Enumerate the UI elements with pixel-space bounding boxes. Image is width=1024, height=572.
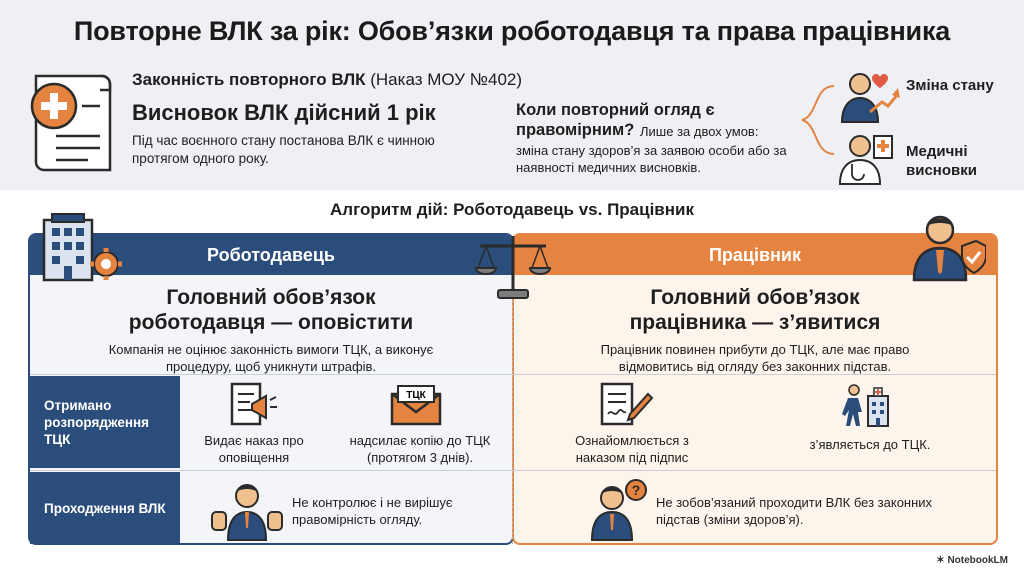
employee-header: Працівник <box>514 235 996 275</box>
when-detail: зміна стану здоров’я за заявою особи або за наявності медичних висновків. <box>516 143 787 175</box>
employee-question-icon <box>586 478 650 542</box>
sign-document-icon <box>598 382 654 428</box>
scales-icon <box>474 232 552 304</box>
condition-label-medical: Медичні висновки <box>906 143 977 179</box>
employer-duty-desc: Компанія не оцінює законність вимоги ТЦК, а виконує процедуру, щоб уникнути штрафів. <box>108 342 434 374</box>
verdict-description: Під час воєнного стану постанова ВЛК є чинною протягом одного року. <box>132 133 435 166</box>
employee-duty-title: Головний обов’язок працівника — з’явитися <box>629 286 881 334</box>
row-divider-mid <box>30 470 996 471</box>
office-building-icon <box>40 210 126 282</box>
when-condition: Лише за двох умов: <box>640 124 759 139</box>
health-change-icon <box>838 68 900 124</box>
employee-appear-text: з’являється до ТЦК. <box>809 437 931 452</box>
row-label-order: Отримано розпорядження ТЦК <box>30 376 180 468</box>
verdict-heading: Висновок ВЛК дійсний 1 рік <box>132 100 436 125</box>
doctor-icon <box>838 130 894 186</box>
page-title: Повторне ВЛК за рік: Обов’язки роботодавця та права працівника <box>73 16 951 46</box>
row-divider-top <box>30 374 996 375</box>
employee-not-obliged-text: Не зобов’язаний проходити ВЛК без законних підстав (зміни здоров’я). <box>656 495 933 527</box>
employee-sign-text: Ознайомлюється з наказом під підпис <box>575 433 689 465</box>
employer-order-text: Видає наказ про оповіщення <box>204 433 304 465</box>
employer-header: Роботодавець <box>30 235 512 275</box>
employer-no-control-text: Не контролює і не вирішує правомірність огляду. <box>292 495 453 527</box>
walking-to-tck-icon <box>838 384 890 428</box>
when-question: Коли повторний огляд є правомірним? <box>516 101 715 139</box>
employee-duty-desc: Працівник повинен прибути до ТЦК, але має право відмовитись від огляду без законних підстав. <box>600 342 910 374</box>
algorithm-heading: Алгоритм дій: Роботодавець vs. Працівник <box>330 200 694 219</box>
legality-heading: Законність повторного ВЛК (Наказ МОУ №402) <box>132 70 523 89</box>
employer-copy-text: надсилає копію до ТЦК (протягом 3 днів). <box>349 433 491 465</box>
brace-connector <box>800 82 836 158</box>
order-megaphone-icon <box>228 382 280 428</box>
svg-text:?: ? <box>631 482 641 498</box>
condition-label-state: Зміна стану <box>906 77 994 94</box>
employee-shield-icon <box>910 210 986 282</box>
envelope-label: ТЦК <box>406 390 426 401</box>
medical-document-icon <box>28 70 120 180</box>
manager-hands-up-icon <box>210 478 284 542</box>
footer-brand: ✶ NotebookLM <box>936 555 1008 566</box>
envelope-icon <box>390 384 442 426</box>
row-label-vlk: Проходження ВЛК <box>30 472 180 544</box>
center-divider <box>512 300 513 544</box>
employer-duty-title: Головний обов’язок роботодавця — оповістити <box>128 286 414 334</box>
